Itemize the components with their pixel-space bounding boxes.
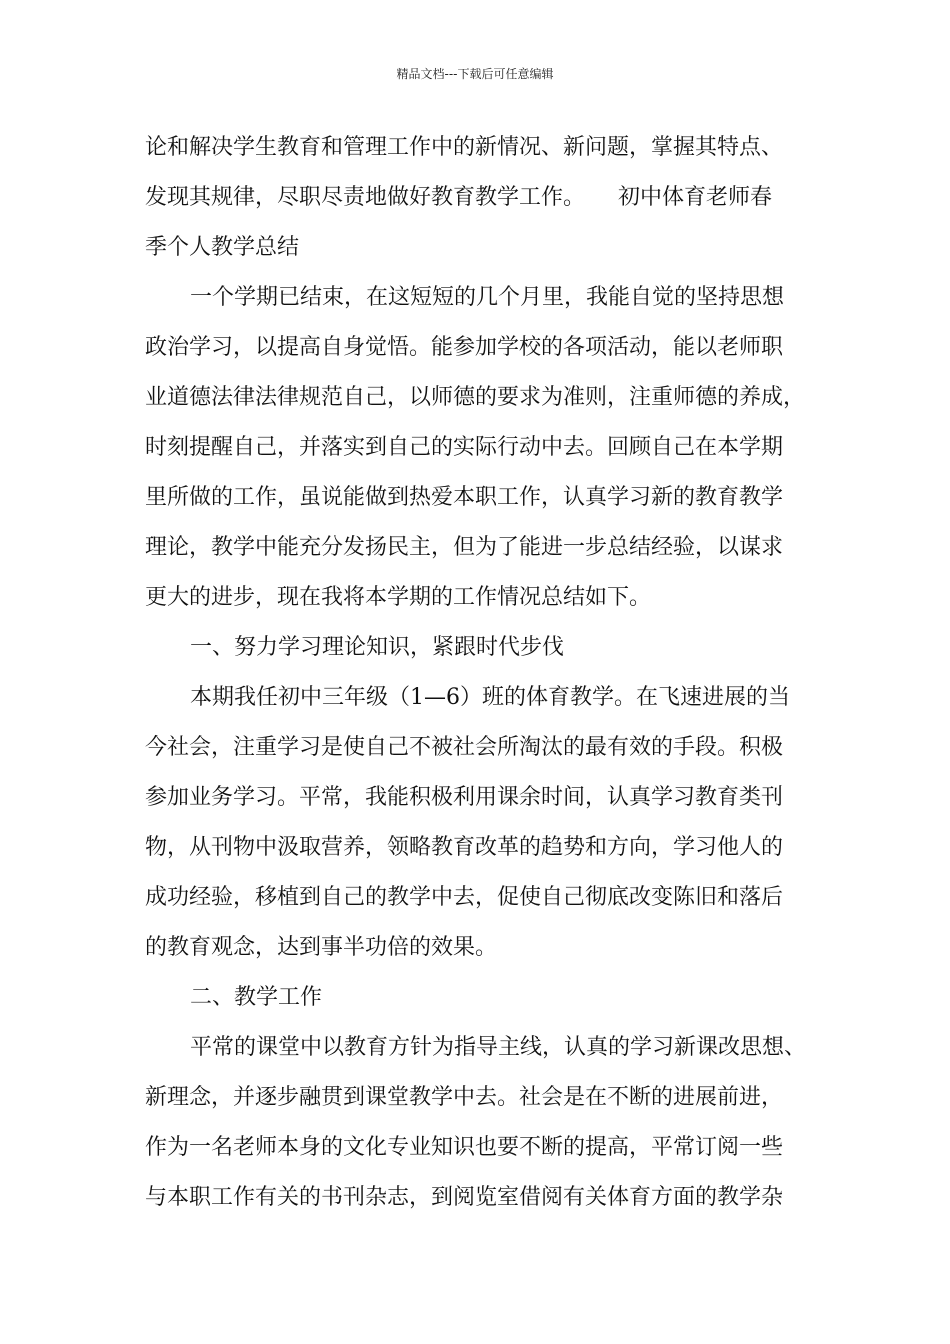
text-line: 政治学习，以提高自身觉悟。能参加学校的各项活动，能以老师职 xyxy=(145,335,784,360)
text-line: 与本职工作有关的书刊杂志，到阅览室借阅有关体育方面的教学杂 xyxy=(145,1185,784,1210)
text-line: 时刻提醒自己，并落实到自己的实际行动中去。回顾自己在本学期 xyxy=(145,435,784,460)
text-line: 理论，教学中能充分发扬民主，但为了能进一步总结经验，以谋求 xyxy=(145,535,784,560)
text-line: 论和解决学生教育和管理工作中的新情况、新问题，掌握其特点、 xyxy=(145,135,784,160)
text-line: 作为一名老师本身的文化专业知识也要不断的提高，平常订阅一些 xyxy=(145,1135,784,1160)
text-line: 的教育观念，达到事半功倍的效果。 xyxy=(145,935,498,960)
text-line: 参加业务学习。平常，我能积极利用课余时间，认真学习教育类刊 xyxy=(145,785,784,810)
section-heading: 一、努力学习理论知识，紧跟时代步伐 xyxy=(190,635,565,660)
document-body xyxy=(145,123,817,1223)
text-line: 新理念，并逐步融贯到课堂教学中去。社会是在不断的进展前进， xyxy=(145,1085,784,1110)
page-header-watermark: 精品文档---下载后可任意编辑 xyxy=(396,67,554,81)
paragraph-first-line: 本期我任初中三年级（1—6）班的体育教学。在飞速进展的当 xyxy=(190,685,790,710)
text-line: 今社会，注重学习是使自己不被社会所淘汰的最有效的手段。积极 xyxy=(145,735,784,760)
text-line: 发现其规律，尽职尽责地做好教育教学工作。 初中体育老师春 xyxy=(145,185,773,210)
section-heading: 二、教学工作 xyxy=(190,985,323,1010)
text-line: 成功经验，移植到自己的教学中去，促使自己彻底改变陈旧和落后 xyxy=(145,885,784,910)
text-line: 更大的进步，现在我将本学期的工作情况总结如下。 xyxy=(145,585,652,610)
paragraph-first-line: 一个学期已结束，在这短短的几个月里，我能自觉的坚持思想 xyxy=(190,285,785,310)
text-line: 季个人教学总结 xyxy=(145,235,300,260)
text-line: 里所做的工作，虽说能做到热爱本职工作，认真学习新的教育教学 xyxy=(145,485,784,510)
text-line: 物，从刊物中汲取营养，领略教育改革的趋势和方向，学习他人的 xyxy=(145,835,784,860)
paragraph-first-line: 平常的课堂中以教育方针为指导主线，认真的学习新课改思想、 xyxy=(190,1035,807,1060)
text-line: 业道德法律法律规范自己，以师德的要求为准则，注重师德的养成， xyxy=(145,385,806,410)
